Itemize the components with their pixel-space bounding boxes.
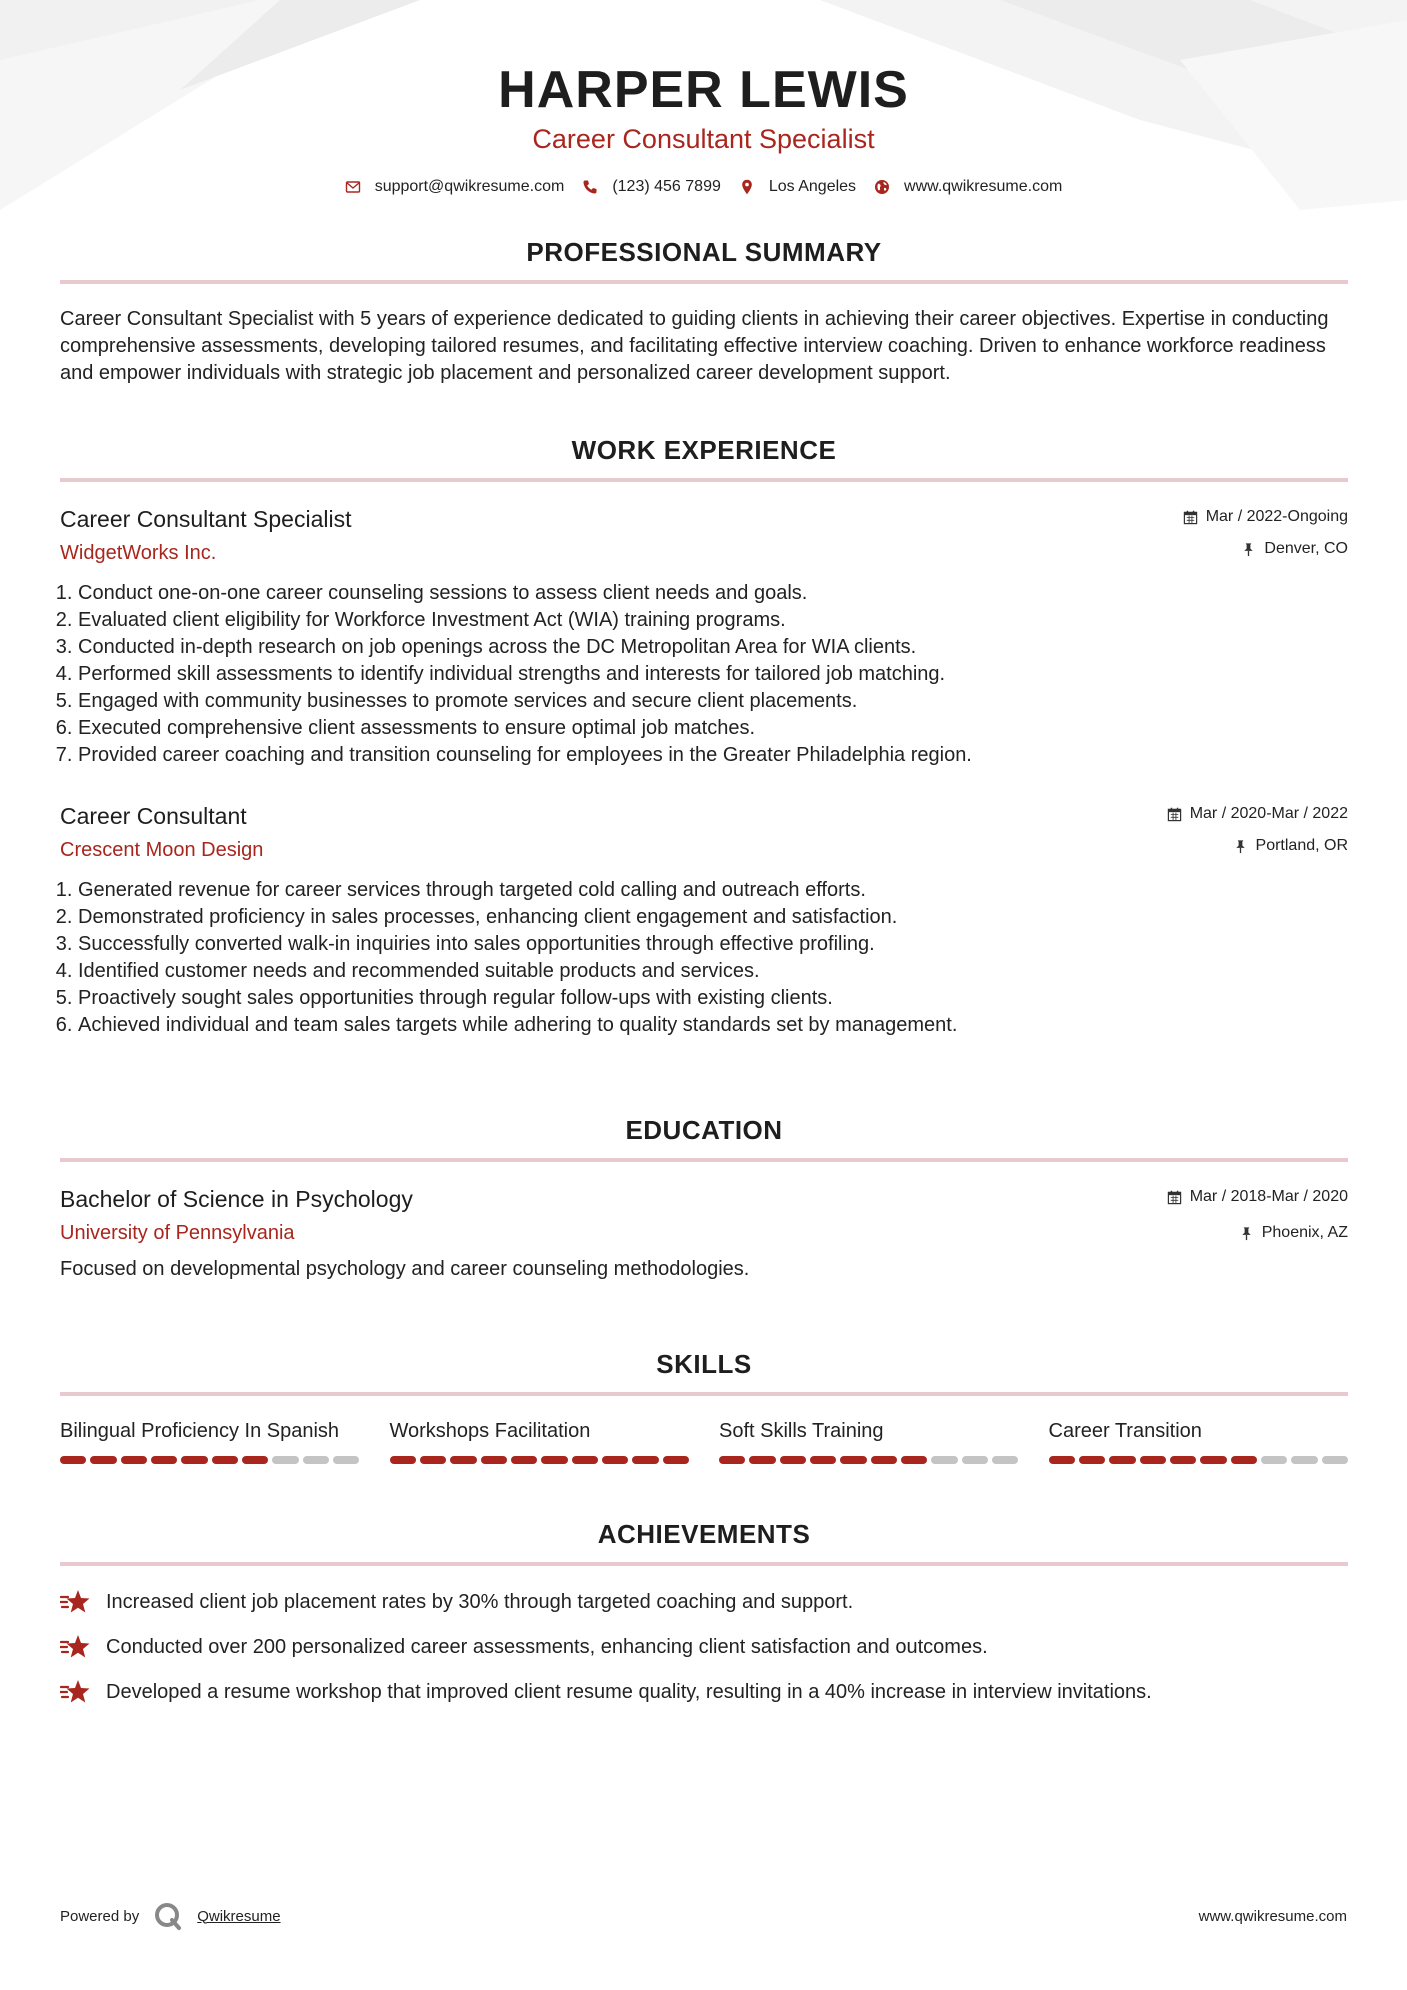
- achievements-heading: ACHIEVEMENTS: [597, 1519, 811, 1549]
- education-dates: [1167, 1186, 1348, 1208]
- job-entry: [60, 504, 1348, 769]
- skills-section: [60, 1348, 1348, 1464]
- qwikresume-logo-icon: [153, 1901, 183, 1931]
- skill-segment-filled: [212, 1456, 238, 1464]
- skill-segment-filled: [151, 1456, 177, 1464]
- skill-segment-filled: [602, 1456, 628, 1464]
- experience-section: [60, 434, 1348, 1039]
- skill-segment-filled: [1170, 1456, 1196, 1464]
- duty-list: [60, 877, 1348, 1039]
- star-icon: [60, 1633, 92, 1661]
- skill-segment-filled: [810, 1456, 836, 1464]
- skill-segment-filled: [901, 1456, 927, 1464]
- section-divider: [60, 1158, 1348, 1162]
- job-entry: [60, 801, 1348, 1039]
- skill-segment-filled: [420, 1456, 446, 1464]
- skill-segment-filled: [390, 1456, 416, 1464]
- section-divider: [60, 280, 1348, 284]
- duty-item: 5. Engaged with community businesses to promote services and secure client placements.: [78, 688, 1348, 715]
- contact-location: [739, 178, 856, 196]
- achievement-text: Developed a resume workshop that improved client resume quality, resulting in a 40% increase in interview invitations.: [106, 1680, 1152, 1703]
- education-description: Focused on developmental psychology and career counseling methodologies.: [60, 1258, 750, 1280]
- duty-item: 1. Conduct one-on-one career counseling sessions to assess client needs and goals.: [78, 580, 1348, 607]
- job-dates-text: Mar / 2020-Mar / 2022: [1189, 805, 1348, 822]
- section-divider: [60, 478, 1348, 482]
- skill-segment-filled: [181, 1456, 207, 1464]
- duty-item: 3. Successfully converted walk-in inquiries into sales opportunities through effective profiling.: [78, 931, 1348, 958]
- skill-name: Soft Skills Training: [719, 1420, 884, 1442]
- candidate-name: HARPER LEWIS: [498, 61, 909, 119]
- duty-item: 2. Evaluated client eligibility for Workforce Investment Act (WIA) training programs.: [78, 607, 1348, 634]
- skill-segment-filled: [60, 1456, 86, 1464]
- section-divider: [60, 1562, 1348, 1566]
- skill-segment-filled: [121, 1456, 147, 1464]
- calendar-icon: [1167, 1190, 1182, 1205]
- phone-text: (123) 456 7899: [612, 178, 721, 195]
- job-location-text: Portland, OR: [1255, 837, 1348, 854]
- skill-segment-filled: [1109, 1456, 1135, 1464]
- pushpin-icon: [1233, 839, 1248, 854]
- resume-header: [0, 0, 1407, 196]
- achievement-list: [60, 1588, 1348, 1706]
- contact-phone[interactable]: [582, 178, 721, 196]
- degree-title: Bachelor of Science in Psychology: [60, 1186, 413, 1212]
- page-footer: [60, 1896, 1347, 1936]
- duty-item: 1. Generated revenue for career services through targeted cold calling and outreach efforts.: [78, 877, 1348, 904]
- education-entry: [60, 1184, 1348, 1283]
- education-section: [60, 1114, 1348, 1283]
- skill-segment-filled: [572, 1456, 598, 1464]
- map-pin-icon: [739, 179, 755, 195]
- skill-name: Career Transition: [1048, 1420, 1202, 1442]
- star-icon: [60, 1588, 92, 1616]
- skill-segment-filled: [541, 1456, 567, 1464]
- job-meta: [1183, 506, 1348, 560]
- summary-heading: PROFESSIONAL SUMMARY: [526, 237, 882, 267]
- skill-segment-filled: [511, 1456, 537, 1464]
- skill-segment-empty: [333, 1456, 359, 1464]
- experience-heading: WORK EXPERIENCE: [571, 435, 837, 465]
- skill-segment-empty: [962, 1456, 988, 1464]
- achievement-item: [60, 1678, 1348, 1706]
- skill-segment-empty: [931, 1456, 957, 1464]
- skill-segment-empty: [1291, 1456, 1317, 1464]
- powered-by-label: Powered by: [60, 1907, 140, 1925]
- skill-segment-filled: [90, 1456, 116, 1464]
- skill-segment-filled: [1140, 1456, 1166, 1464]
- duty-item: 6. Achieved individual and team sales targets while adhering to quality standards set by management.: [78, 1012, 1348, 1039]
- skill-segment-filled: [632, 1456, 658, 1464]
- location-text: Los Angeles: [768, 178, 857, 195]
- achievement-item: [60, 1633, 1348, 1661]
- star-icon: [60, 1678, 92, 1706]
- duty-item: 3. Conducted in-depth research on job openings across the DC Metropolitan Area for WIA clients.: [78, 634, 1348, 661]
- duty-item: 4. Performed skill assessments to identify individual strengths and interests for tailored job matching.: [78, 661, 1348, 688]
- skill-level-bar: [60, 1456, 360, 1464]
- duty-list: [60, 580, 1348, 769]
- duty-item: 2. Demonstrated proficiency in sales processes, enhancing client engagement and satisfaction.: [78, 904, 1348, 931]
- job-location: [1183, 538, 1348, 560]
- skill-segment-empty: [1322, 1456, 1348, 1464]
- duty-item: 4. Identified customer needs and recommended suitable products and services.: [78, 958, 1348, 985]
- footer-website[interactable]: www.qwikresume.com: [1198, 1907, 1347, 1925]
- contact-bar: [0, 178, 1407, 196]
- job-dates: [1183, 506, 1348, 528]
- skill-segment-filled: [719, 1456, 745, 1464]
- skill-segment-filled: [450, 1456, 476, 1464]
- summary-section: [60, 236, 1348, 387]
- skill-segment-empty: [1261, 1456, 1287, 1464]
- pushpin-icon: [1239, 1226, 1254, 1241]
- achievements-section: [60, 1518, 1348, 1706]
- skill-level-bar: [1049, 1456, 1349, 1464]
- envelope-icon: [345, 179, 361, 195]
- skill-segment-filled: [242, 1456, 268, 1464]
- skill-segment-empty: [272, 1456, 298, 1464]
- contact-email[interactable]: [345, 178, 565, 196]
- skill-segment-filled: [1200, 1456, 1226, 1464]
- job-dates: [1167, 803, 1348, 825]
- skill-segment-filled: [871, 1456, 897, 1464]
- skill-name: Bilingual Proficiency In Spanish: [60, 1420, 340, 1442]
- skill-level-bar: [719, 1456, 1019, 1464]
- summary-text: Career Consultant Specialist with 5 years of experience dedicated to guiding clients in achieving their career objectives. Expertise in conducting comprehensive assessments, developing tailored resumes, and facilitating effective interview coaching. Driven to enhance workforce readiness and empower individuals with strategic job placement and personalized career development support.: [60, 308, 1329, 384]
- school-name: University of Pennsylvania: [60, 1222, 295, 1244]
- job-title: Career Consultant Specialist: [60, 506, 352, 532]
- candidate-title: Career Consultant Specialist: [532, 124, 875, 154]
- skill-segment-filled: [1049, 1456, 1075, 1464]
- job-location: [1167, 835, 1348, 857]
- education-meta: [1167, 1186, 1348, 1244]
- skill-segment-empty: [303, 1456, 329, 1464]
- skill-item: [1049, 1418, 1349, 1464]
- job-company: WidgetWorks Inc.: [60, 542, 217, 564]
- powered-by: [60, 1901, 281, 1931]
- skill-level-bar: [390, 1456, 690, 1464]
- education-dates-text: Mar / 2018-Mar / 2020: [1189, 1188, 1348, 1205]
- job-dates-text: Mar / 2022-Ongoing: [1205, 508, 1348, 525]
- globe-icon: [874, 179, 890, 195]
- skill-item: [390, 1418, 690, 1464]
- calendar-icon: [1167, 807, 1182, 822]
- education-heading: EDUCATION: [625, 1115, 783, 1145]
- skill-segment-filled: [663, 1456, 689, 1464]
- contact-website[interactable]: [874, 178, 1062, 196]
- skills-list: [60, 1418, 1348, 1464]
- duty-item: 5. Proactively sought sales opportunities through regular follow-ups with existing clients.: [78, 985, 1348, 1012]
- education-location: [1167, 1222, 1348, 1244]
- skill-segment-filled: [1079, 1456, 1105, 1464]
- job-company: Crescent Moon Design: [60, 839, 264, 861]
- brand-link[interactable]: Qwikresume: [197, 1907, 281, 1925]
- skill-segment-empty: [992, 1456, 1018, 1464]
- skill-segment-filled: [481, 1456, 507, 1464]
- skill-segment-filled: [749, 1456, 775, 1464]
- duty-item: 7. Provided career coaching and transition counseling for employees in the Greater Philadelphia region.: [78, 742, 1348, 769]
- pushpin-icon: [1241, 542, 1256, 557]
- job-title: Career Consultant: [60, 803, 247, 829]
- job-meta: [1167, 803, 1348, 857]
- website-text: www.qwikresume.com: [904, 178, 1063, 195]
- email-text: support@qwikresume.com: [374, 178, 565, 195]
- skill-item: [60, 1418, 360, 1464]
- skill-segment-filled: [840, 1456, 866, 1464]
- skill-segment-filled: [780, 1456, 806, 1464]
- skills-heading: SKILLS: [656, 1349, 752, 1379]
- job-location-text: Denver, CO: [1264, 540, 1348, 557]
- calendar-icon: [1183, 510, 1198, 525]
- achievement-item: [60, 1588, 1348, 1616]
- phone-icon: [582, 179, 598, 195]
- section-divider: [60, 1392, 1348, 1396]
- skill-segment-filled: [1231, 1456, 1257, 1464]
- duty-item: 6. Executed comprehensive client assessments to ensure optimal job matches.: [78, 715, 1348, 742]
- skill-name: Workshops Facilitation: [389, 1420, 591, 1442]
- education-location-text: Phoenix, AZ: [1261, 1224, 1348, 1241]
- achievement-text: Conducted over 200 personalized career assessments, enhancing client satisfaction and outcomes.: [106, 1635, 988, 1658]
- skill-item: [719, 1418, 1019, 1464]
- achievement-text: Increased client job placement rates by 30% through targeted coaching and support.: [106, 1590, 854, 1613]
